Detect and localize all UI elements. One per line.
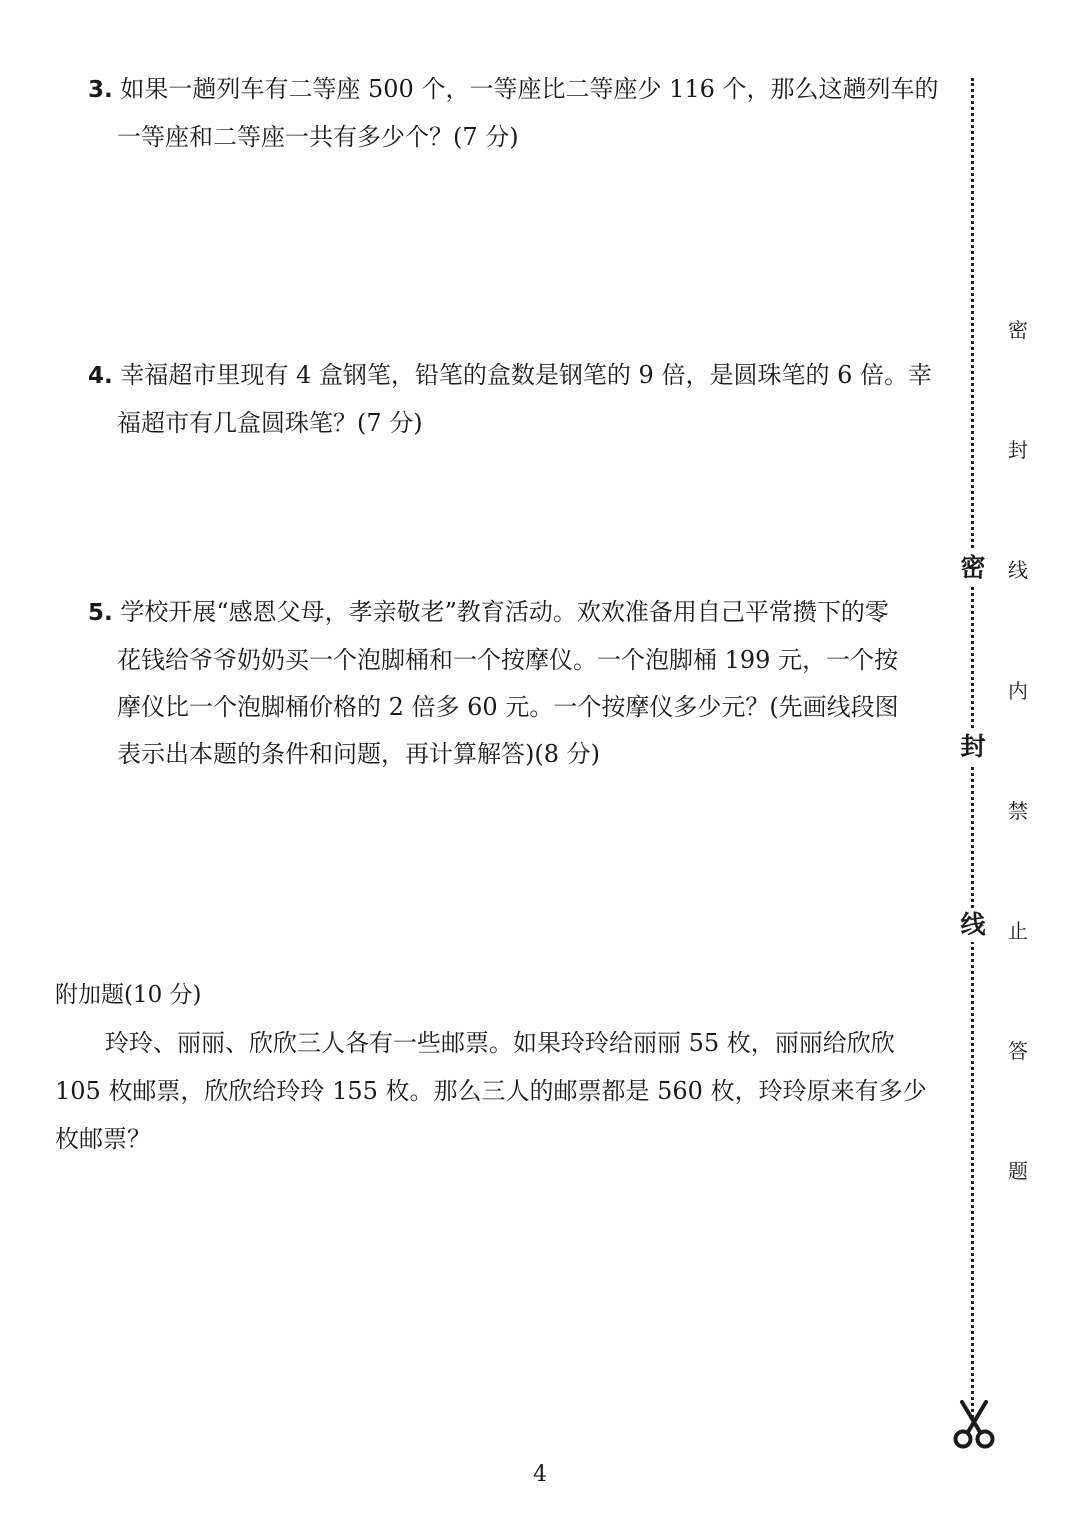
question-line: 表示出本题的条件和问题，再计算解答)(8 分)	[117, 740, 600, 768]
page-number: 4	[533, 1462, 547, 1487]
seal-label-small: 题	[1008, 1159, 1028, 1183]
question-line: 3. 如果一趟列车有二等座 500 个，一等座比二等座少 116 个，那么这趟列车的	[88, 75, 939, 103]
question-line: 4. 幸福超市里现有 4 盒钢笔，铅笔的盒数是钢笔的 9 倍，是圆珠笔的 6 倍。幸	[88, 361, 932, 389]
question-4	[88, 352, 938, 447]
question-line: 5. 学校开展“感恩父母，孝亲敬老”教育活动。欢欢准备用自己平常攒下的零	[88, 598, 889, 626]
bonus-question	[55, 1019, 940, 1163]
question-line: 福超市有几盒圆珠笔？(7 分)	[117, 409, 423, 437]
seal-label-big: 封	[957, 730, 989, 764]
bonus-line: 玲玲、丽丽、欣欣三人各有一些邮票。如果玲玲给丽丽 55 枚，丽丽给欣欣	[105, 1029, 895, 1057]
seal-label-small: 封	[1008, 438, 1028, 462]
seal-label-small: 密	[1008, 318, 1028, 342]
question-number: 3.	[88, 77, 113, 103]
question-5	[88, 589, 938, 778]
seal-label-small: 止	[1008, 919, 1028, 943]
seal-label-small: 禁	[1008, 799, 1028, 823]
seal-label-big: 线	[957, 908, 989, 942]
scissors-icon	[950, 1400, 998, 1450]
question-3	[88, 66, 938, 161]
seal-label-big: 密	[957, 551, 989, 585]
bonus-line: 105 枚邮票，欣欣给玲玲 155 枚。那么三人的邮票都是 560 枚，玲玲原来有多少	[55, 1077, 927, 1105]
question-line: 一等座和二等座一共有多少个？(7 分)	[117, 123, 519, 151]
bonus-line: 枚邮票？	[55, 1125, 151, 1153]
question-line: 花钱给爷爷奶奶买一个泡脚桶和一个按摩仪。一个泡脚桶 199 元，一个按	[117, 646, 899, 674]
seal-label-small: 线	[1008, 558, 1028, 582]
question-number: 5.	[88, 600, 113, 626]
seal-label-small: 答	[1008, 1039, 1028, 1063]
question-line: 摩仪比一个泡脚桶价格的 2 倍多 60 元。一个按摩仪多少元？(先画线段图	[117, 693, 899, 721]
seal-label-small: 内	[1008, 679, 1028, 703]
bonus-title: 附加题(10 分)	[55, 982, 202, 1008]
question-number: 4.	[88, 363, 113, 389]
